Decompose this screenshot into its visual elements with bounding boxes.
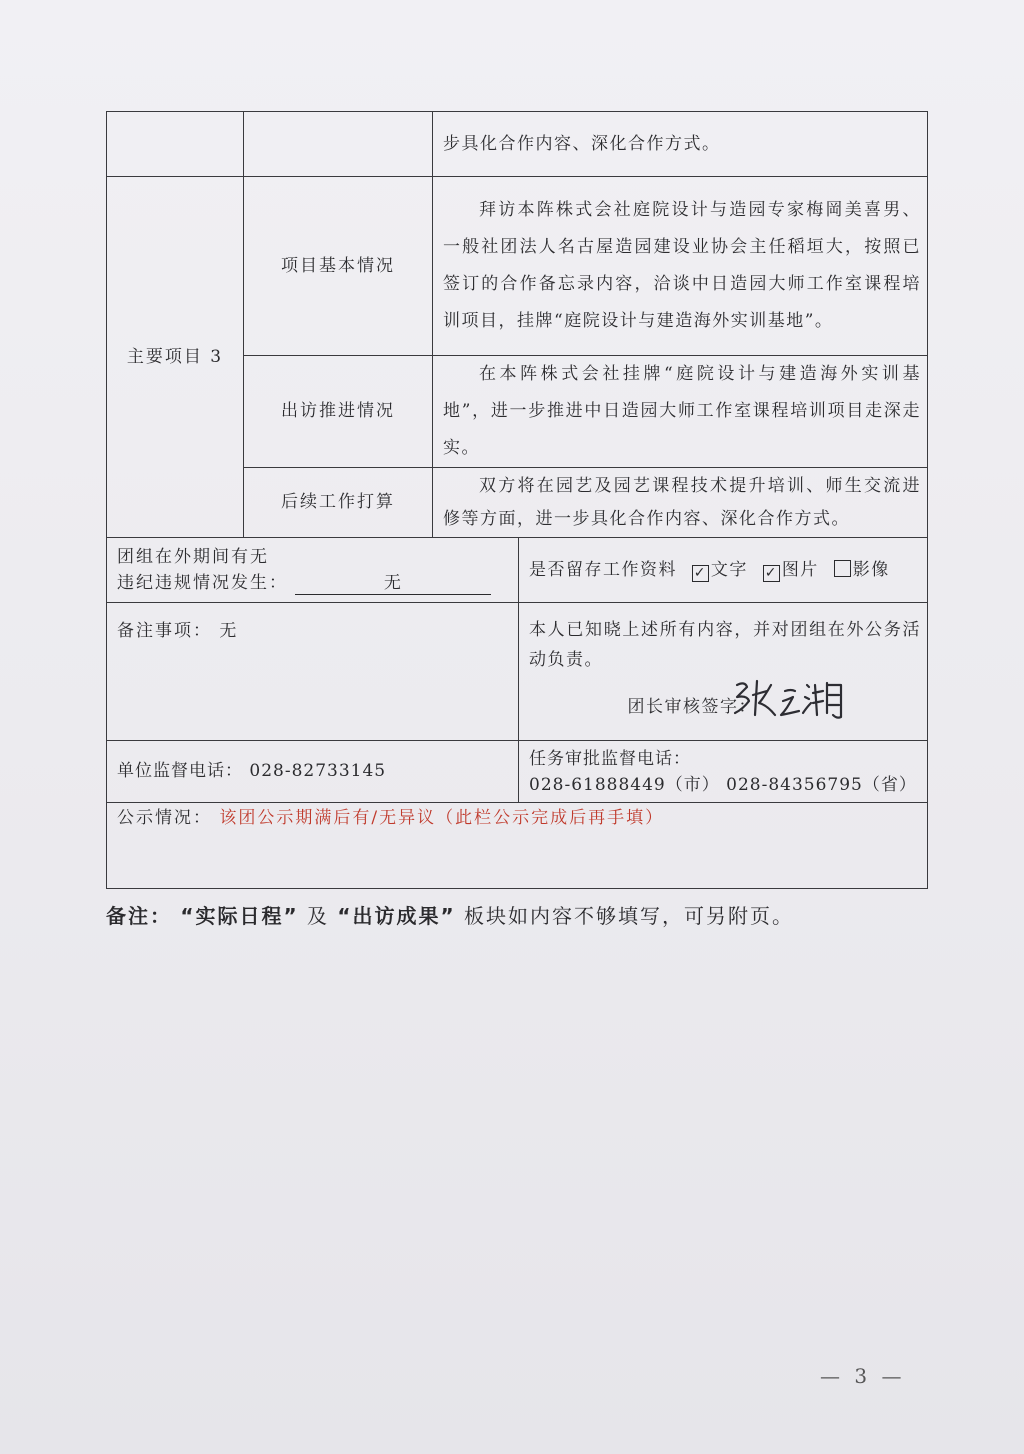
basic-info-label: 项目基本情况 [244, 177, 433, 356]
progress-text: 在本阵株式会社挂牌“庭院设计与建造海外实训基地”，进一步推进中日造园大师工作室课程培训项目走深走实。 [443, 364, 921, 458]
footnote [106, 900, 794, 929]
page-number: — 3 — [820, 1364, 906, 1388]
report-form-table [106, 111, 928, 889]
violation-value: 无 [295, 572, 491, 595]
remarks-label: 备注事项： [117, 621, 212, 641]
handwritten-signature [731, 675, 851, 721]
followup-text: 双方将在园艺及园艺课程技术提升培训、师生交流进修等方面，进一步具化合作内容、深化合作方式。 [443, 475, 921, 529]
checkbox-video-unchecked-icon[interactable] [834, 560, 851, 577]
materials-row [519, 552, 927, 589]
acknowledge-text: 本人已知晓上述所有内容，并对团组在外公务活动负责。 [529, 620, 921, 670]
task-phones: 028-61888449（市） 028-84356795（省） [529, 774, 917, 795]
checkbox-text-checked-icon[interactable]: ✓ [693, 564, 708, 581]
sign-label: 团长审核签字： [627, 697, 757, 717]
supervision-row [107, 741, 928, 803]
footnote-prefix: 备注： [106, 904, 172, 928]
remarks-row [107, 603, 928, 741]
project3-basic-row [107, 177, 928, 356]
materials-opt-text: 文字 [710, 559, 748, 580]
basic-info-text: 拜访本阵株式会社庭院设计与造园专家梅岡美喜男、一般社团法人名古屋造园建设业协会主任稻垣大，按照已签订的合作备忘录内容，洽谈中日造园大师工作室课程培训项目，挂牌“庭院设计与建造海外实训基地”。 [443, 200, 921, 331]
publicity-row [107, 803, 928, 889]
footnote-q1: “实际日程” [180, 904, 299, 928]
publicity-value: 该团公示期满后有/无异议（此栏公示完成后再手填） [219, 808, 665, 828]
remarks-value: 无 [219, 621, 239, 641]
footnote-mid: 及 [307, 904, 330, 928]
progress-label: 出访推进情况 [244, 356, 433, 468]
materials-opt-video: 影像 [852, 559, 890, 580]
violation-line2: 违纪违规情况发生： [117, 573, 288, 593]
continuation-text: 步具化合作内容、深化合作方式。 [443, 134, 721, 154]
unit-phone-label: 单位监督电话： [117, 761, 243, 781]
materials-opt-image: 图片 [781, 559, 819, 580]
unit-phone: 028-82733145 [249, 761, 387, 781]
continuation-row [107, 112, 928, 177]
violation-line1: 团组在外期间有无 [117, 547, 269, 567]
project3-title: 主要项目 3 [107, 177, 244, 538]
task-phone-label: 任务审批监督电话： [529, 748, 691, 769]
materials-label: 是否留存工作资料 [529, 559, 677, 580]
violation-row [107, 538, 928, 603]
footnote-q2: “出访成果” [337, 904, 456, 928]
checkbox-image-checked-icon[interactable]: ✓ [764, 564, 778, 581]
followup-label: 后续工作打算 [244, 468, 433, 538]
footnote-suffix: 板块如内容不够填写，可另附页。 [464, 904, 795, 928]
publicity-label: 公示情况： [117, 808, 212, 828]
